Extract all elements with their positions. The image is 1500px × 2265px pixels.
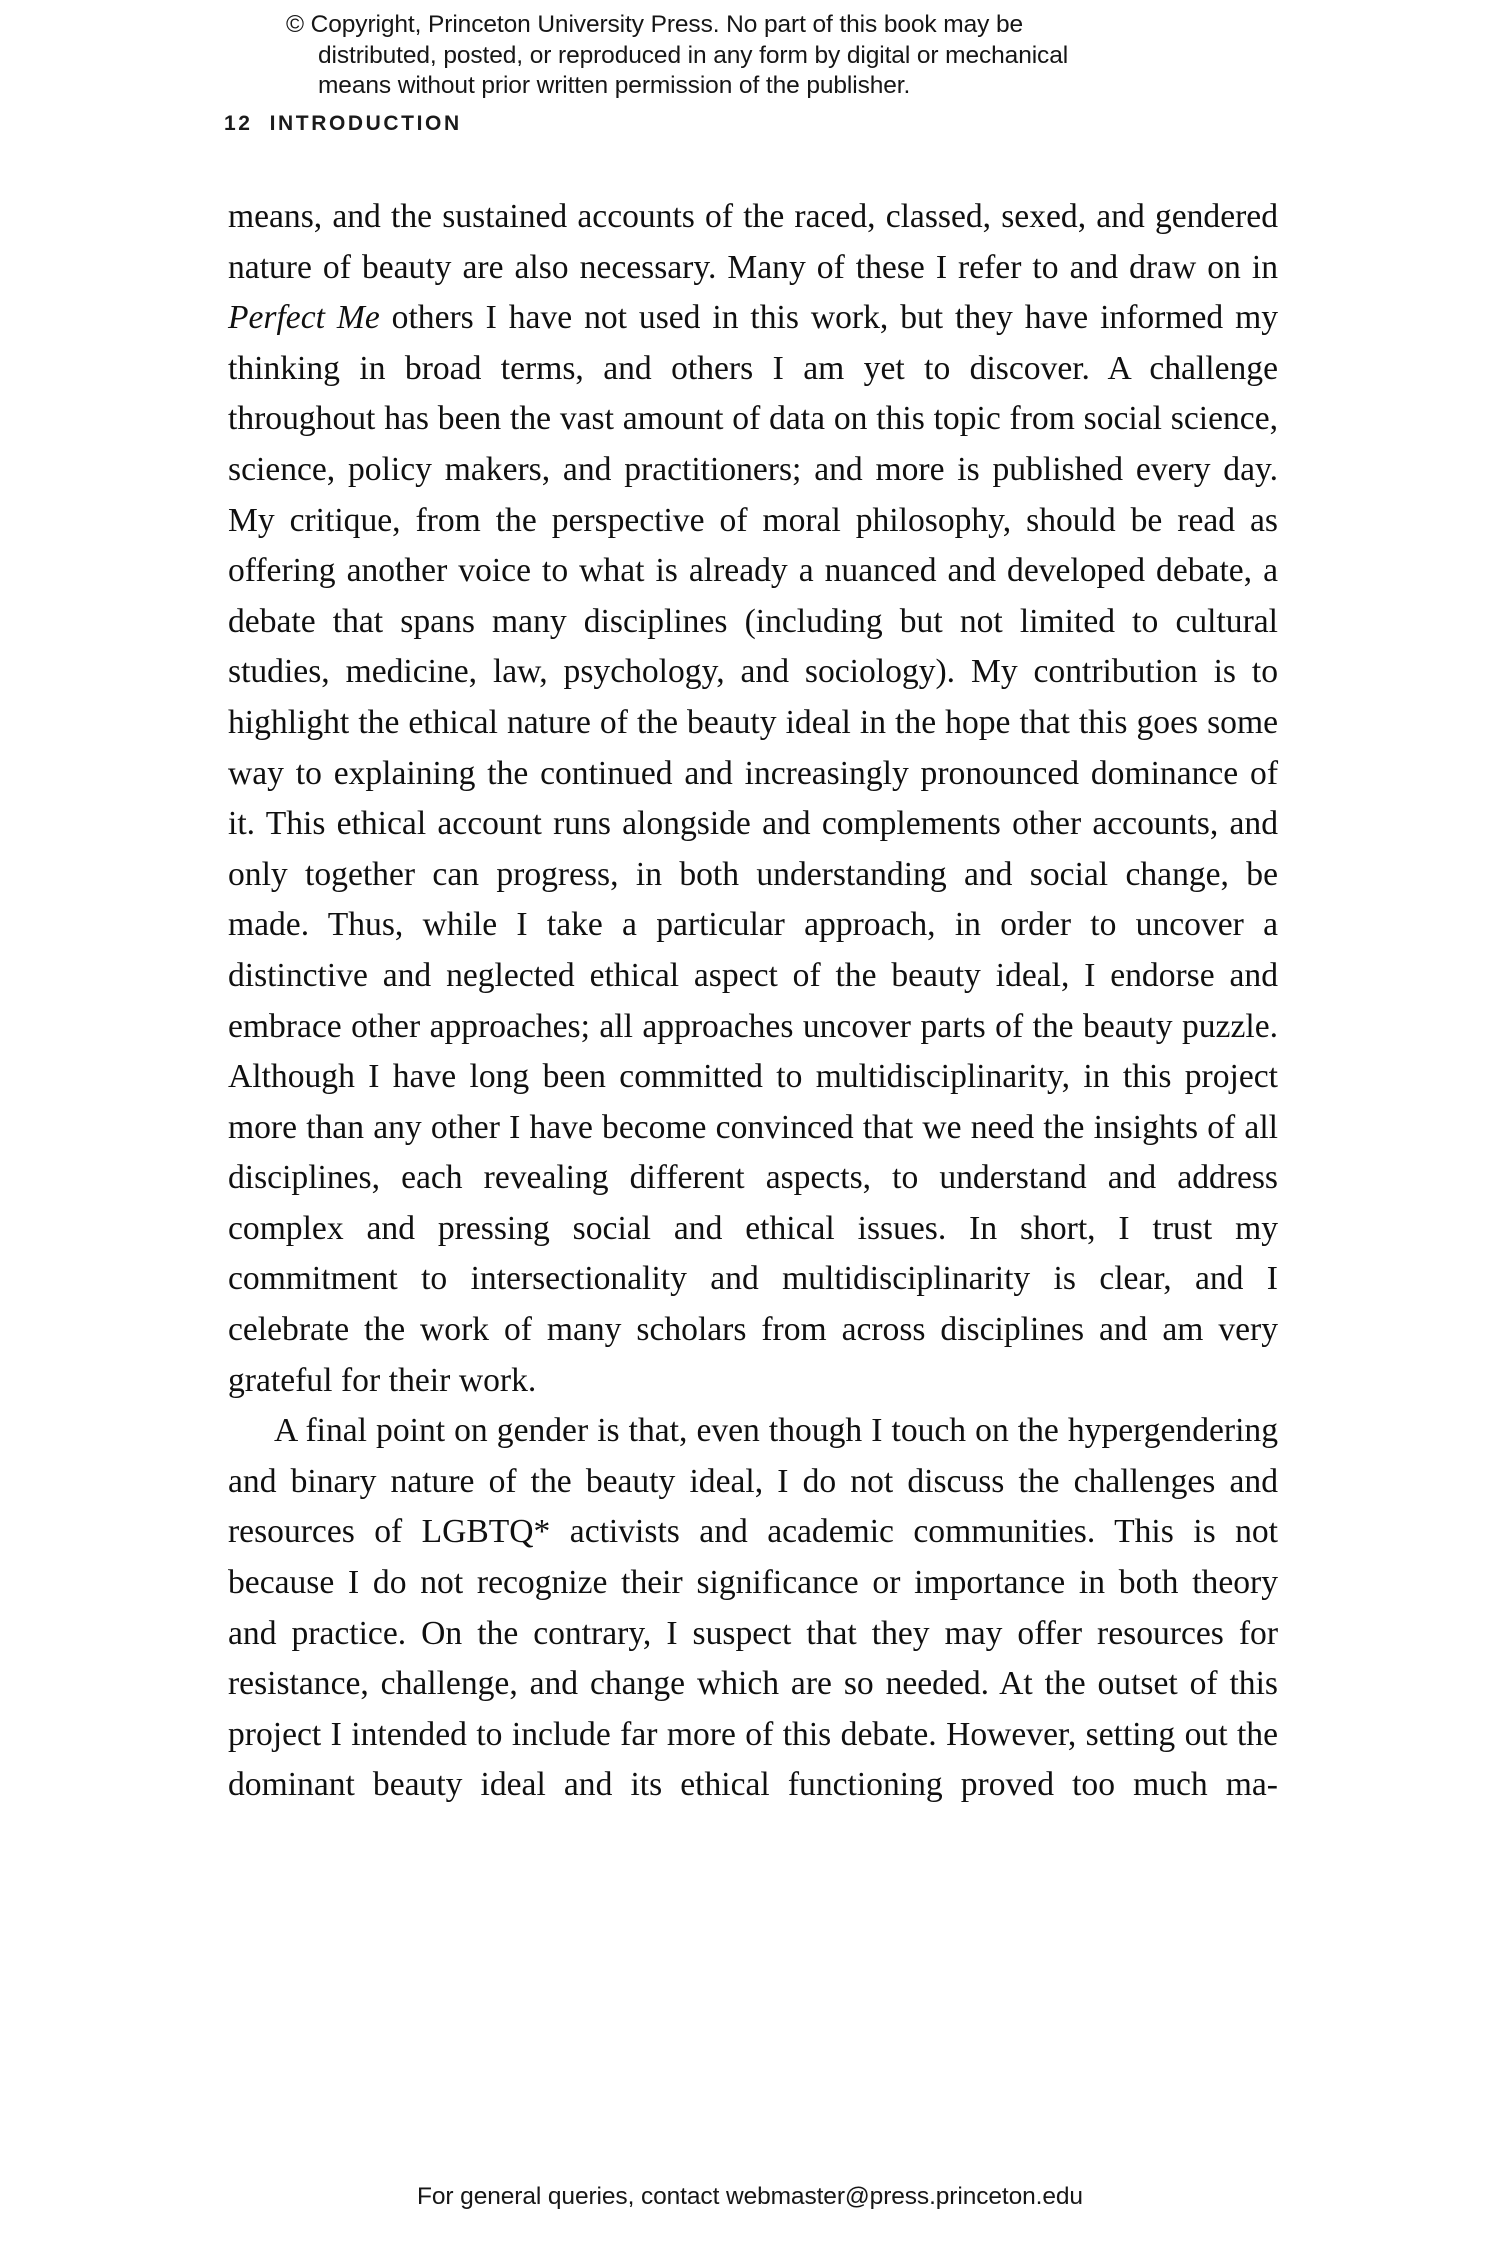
book-title-perfect-me: Perfect Me	[228, 299, 380, 337]
page-number: 12	[224, 112, 253, 135]
paragraph-1-rest: others I have not used in this work, but they have informed my thinking in broad terms, and others I am yet to discover. A challenge throughout has been the vast amount of data on this topic from social science, science, policy makers, and practitioners; and more is published every day. My critique, from the perspective of moral philosophy, should be read as offering another voice to what is already a nuanced and developed debate, a debate that spans many disciplines (including but not limited to cultural studies, medicine, law, psychology, and sociology). My contribution is to highlight the ethical nature of the beauty ideal in the hope that this goes some way to explaining the continued and increasingly pronounced dominance of it. This ethical account runs alongside and complements other accounts, and only together can progress, in both understanding and social change, be made. Thus, while I take a particular approach, in order to uncover a distinctive and neglected ethical aspect of the beauty ideal, I endorse and embrace other approaches; all approaches uncover parts of the beauty puzzle. Although I have long been committed to multidisciplinarity, in this project more than any other I have become convinced that we need the insights of all disciplines, each revealing different aspects, to understand and address complex and pressing social and ethical issues. In short, I trust my commitment to intersectionality and multidisciplinarity is clear, and I celebrate the work of many scholars from across disciplines and am very grateful for their work.	[228, 299, 1278, 1399]
copyright-notice-line-2: distributed, posted, or reproduced in any form by digital or mechanical	[318, 41, 1069, 69]
copyright-notice-line-1: © Copyright, Princeton University Press. No part of this book may be	[286, 11, 1024, 38]
paragraph-1-lead: means, and the sustained accounts of the raced, classed, sexed, and gendered nature of beauty are also necessary. Many of these I refer to and draw on in	[228, 198, 1278, 286]
copyright-notice-line-3: means without prior written permission of the publisher.	[318, 72, 911, 99]
copyright-notice	[286, 10, 1198, 102]
running-head	[224, 112, 462, 136]
body-text-column	[228, 192, 1278, 1811]
footer-contact-note: For general queries, contact webmaster@press.princeton.edu	[417, 2183, 1083, 2210]
running-head-title: INTRODUCTION	[269, 112, 462, 135]
body-paragraph-1	[228, 192, 1278, 1406]
body-paragraph-2: A final point on gender is that, even though I touch on the hypergendering and binary nature of the beauty ideal, I do not discuss the challenges and resources of LGBTQ* activists and academic communities. This is not because I do not recognize their significance or importance in both theory and practice. On the contrary, I suspect that they may offer resources for resistance, challenge, and change which are so needed. At the outset of this project I intended to include far more of this debate. However, setting out the dominant beauty ideal and its ethical functioning proved too much ma-	[228, 1412, 1278, 1804]
